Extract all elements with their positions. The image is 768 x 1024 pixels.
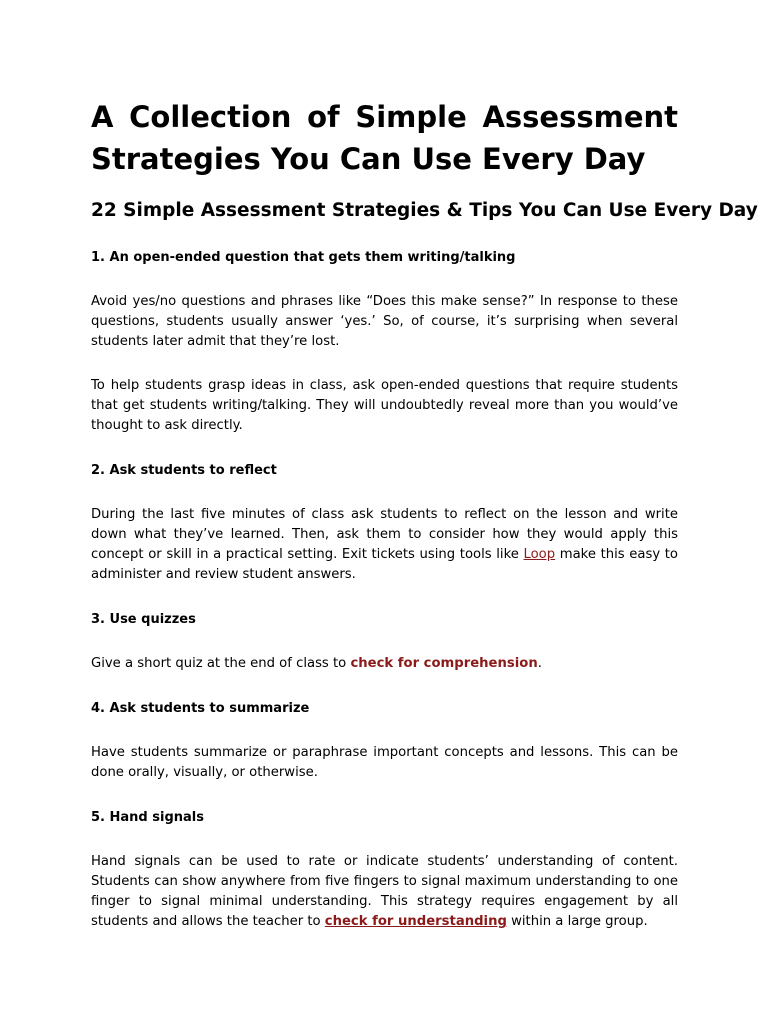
section-heading-5: 5. Hand signals: [91, 810, 204, 825]
section-4-paragraph: Have students summarize or paraphrase important concepts and lessons. This can be done orally, visually, or otherwise.: [91, 745, 678, 780]
section-1-paragraph-1: Avoid yes/no questions and phrases like “Does this make sense?” In response to these questions, students usually answer ‘yes.’ So, of course, it’s surprising when several students later admit that they’re lost.: [91, 294, 678, 349]
section-2-text-before: During the last five minutes of class ask students to reflect on the lesson and write down what they’ve learned. Then, ask them to consider how they would apply this concept or skill in a practical setting. Exit tickets using tools like: [91, 507, 678, 562]
section-heading-3: 3. Use quizzes: [91, 612, 196, 627]
section-heading-4: 4. Ask students to summarize: [91, 701, 310, 716]
section-5-paragraph: [91, 852, 678, 932]
document-subtitle: 22 Simple Assessment Strategies & Tips You Can Use Every Day: [91, 200, 758, 221]
section-3-paragraph: [91, 654, 678, 674]
check-for-comprehension-link[interactable]: check for comprehension: [350, 656, 538, 671]
section-5-text-before: Hand signals can be used to rate or indicate students’ understanding of content. Students can show anywhere from five fingers to signal maximum understanding to one finger to signal minimal understanding. This strategy requires engagement by all students and allows the teacher to: [91, 854, 678, 929]
section-2-paragraph: [91, 505, 678, 585]
section-3-text-before: Give a short quiz at the end of class to: [91, 656, 351, 671]
loop-link[interactable]: Loop: [523, 547, 556, 562]
section-3-text-after: .: [537, 656, 542, 671]
check-for-understanding-link[interactable]: check for understanding: [324, 914, 507, 929]
section-5-text-after: within a large group.: [506, 914, 648, 929]
section-heading-2: 2. Ask students to reflect: [91, 463, 277, 478]
document-title: A Collection of Simple Assessment Strategies You Can Use Every Day: [91, 100, 678, 176]
section-1-paragraph-2: To help students grasp ideas in class, ask open-ended questions that require students that get students writing/talking. They will undoubtedly reveal more than you would’ve thought to ask directly.: [91, 378, 678, 433]
section-2-text-after: make this easy to administer and review student answers.: [91, 547, 678, 582]
section-heading-1: 1. An open-ended question that gets them writing/talking: [91, 250, 516, 265]
